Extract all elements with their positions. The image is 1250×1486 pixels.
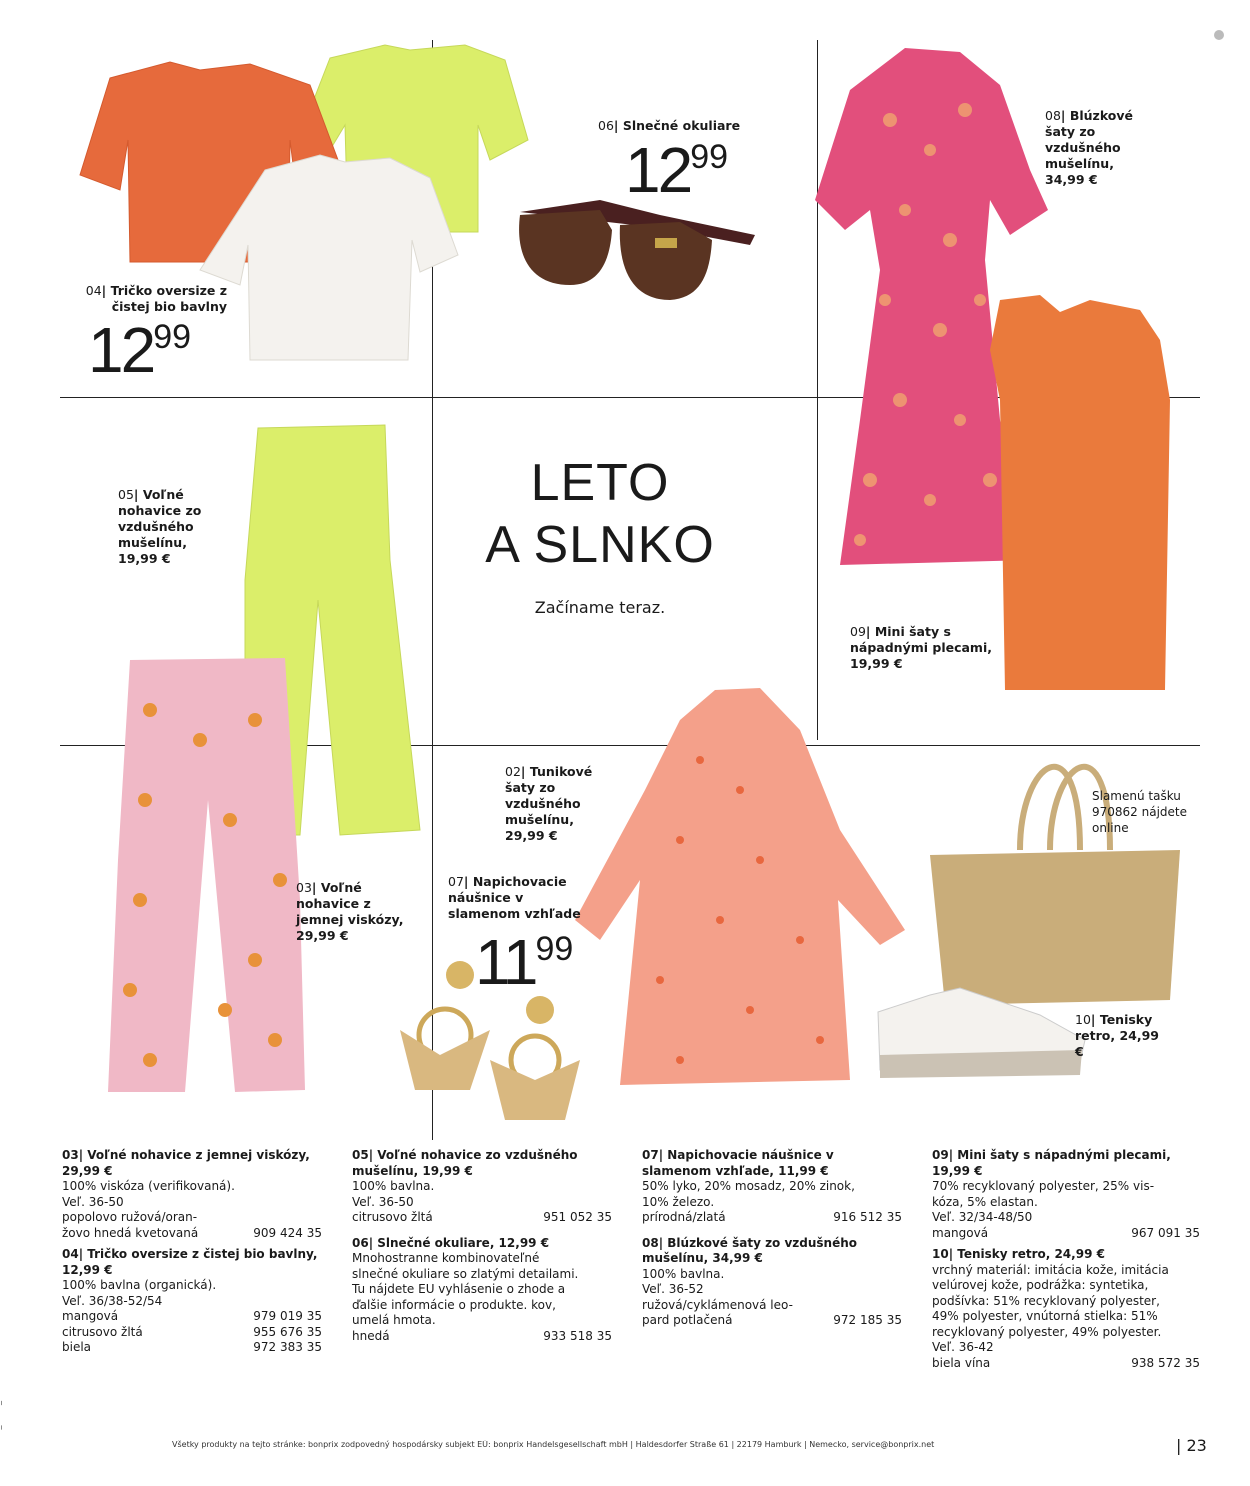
detail-06-line-5: umelá hmota. xyxy=(352,1313,436,1327)
detail-06-line-2: slnečné okuliare so zlatými detailami. xyxy=(352,1266,579,1281)
detail-03-line-2: Veľ. 36-50 xyxy=(62,1194,124,1209)
detail-06-heading: 06| Slnečné okuliare, 12,99 € xyxy=(352,1235,550,1250)
label-08-blouse-dress xyxy=(1045,108,1145,188)
detail-08-item xyxy=(642,1313,902,1329)
detail-04-line-1: 100% bavlna (organická). xyxy=(62,1278,217,1292)
label-07-text: Napichovacie náušnice v slamenom vzhľade xyxy=(448,874,581,921)
label-04-number: 04 xyxy=(85,283,102,298)
price-04 xyxy=(88,314,192,386)
detail-03-item xyxy=(62,1226,322,1242)
detail-05-line-1: 100% bavlna. xyxy=(352,1179,435,1193)
detail-04-item xyxy=(62,1309,322,1325)
item-code: 951 052 35 xyxy=(543,1210,612,1224)
price-06-cents: 99 xyxy=(690,138,729,176)
label-04-text: Tričko oversize z čistej bio bavlny xyxy=(110,283,227,314)
label-08-text: Blúzkové šaty zo vzdušného mušelínu, 34,99 € xyxy=(1045,108,1134,187)
item-code: 916 512 35 xyxy=(833,1210,902,1224)
price-07-eur: 11 xyxy=(475,926,536,998)
item-code: 967 091 35 xyxy=(1131,1225,1200,1240)
label-07-number: 07 xyxy=(448,874,464,889)
item-color: biela xyxy=(62,1340,92,1354)
details-column-4 xyxy=(932,1148,1200,1371)
page-number-bar: | xyxy=(1176,1436,1187,1455)
label-10-sneakers xyxy=(1075,1012,1165,1060)
detail-03-line-3: popolovo ružová/oran- xyxy=(62,1210,198,1224)
detail-05-item xyxy=(352,1210,612,1226)
price-04-eur: 12 xyxy=(88,314,154,386)
detail-10-line-5: recyklovaný polyester, 49% polyester. xyxy=(932,1324,1162,1339)
page-number xyxy=(1176,1436,1207,1455)
label-10-number: 10 xyxy=(1075,1012,1091,1027)
tunic-dress-image xyxy=(575,688,905,1085)
detail-09-item xyxy=(932,1226,1200,1242)
detail-08-line-2: Veľ. 36-52 xyxy=(642,1282,704,1296)
item-code: 938 572 35 xyxy=(1131,1355,1200,1370)
detail-10-line-2: velúrovej kože, podrážka: syntetika, xyxy=(932,1278,1149,1292)
item-color: pard potlačená xyxy=(642,1313,733,1327)
page-number-value: 23 xyxy=(1186,1436,1207,1455)
label-05-text: Voľné nohavice zo vzdušného mušelínu, 19,99 € xyxy=(118,487,202,566)
detail-09-line-1: 70% recyklovaný polyester, 25% vis- xyxy=(932,1179,1155,1193)
item-code: 933 518 35 xyxy=(543,1328,612,1343)
price-04-cents: 99 xyxy=(153,318,192,356)
detail-04-heading: 04| Tričko oversize z čistej bio bavlny, 12,99 € xyxy=(62,1247,318,1277)
detail-07-heading: 07| Napichovacie náušnice v slamenom vzhľade, 11,99 € xyxy=(642,1148,834,1178)
detail-06-line-3: Tu nájdete EU vyhlásenie o zhode a xyxy=(352,1282,566,1296)
detail-05-line-2: Veľ. 36-50 xyxy=(352,1194,414,1209)
label-02-sep: | xyxy=(520,764,530,779)
detail-06-line-4: ďalšie informácie o produkte. kov, xyxy=(352,1297,556,1312)
detail-04-item xyxy=(62,1340,322,1356)
item-color: hnedá xyxy=(352,1328,390,1343)
label-06-sunglasses xyxy=(598,118,740,134)
label-09-sep: | xyxy=(865,624,875,639)
detail-05-heading: 05| Voľné nohavice zo vzdušného mušelínu, 19,99 € xyxy=(352,1148,578,1178)
item-code: 955 676 35 xyxy=(253,1324,322,1339)
detail-10-item xyxy=(932,1356,1200,1372)
detail-08-heading: 08| Blúzkové šaty zo vzdušného mušelínu, 34,99 € xyxy=(642,1235,858,1265)
item-code: 979 019 35 xyxy=(253,1309,322,1323)
label-03-text: Voľné nohavice z jemnej viskózy, 29,99 € xyxy=(296,880,404,943)
item-color: citrusovo žltá xyxy=(62,1324,143,1339)
detail-03-heading: 03| Voľné nohavice z jemnej viskózy, 29,99 € xyxy=(62,1148,310,1178)
label-02-tunic-dress xyxy=(505,764,615,844)
label-09-number: 09 xyxy=(850,624,866,639)
label-06-number: 06 xyxy=(598,118,614,133)
page-title-line2: A SLNKO xyxy=(485,516,715,574)
sunglasses-image xyxy=(519,200,755,300)
detail-07-line-2: 10% železo. xyxy=(642,1194,715,1209)
label-05-lime-trousers xyxy=(118,487,228,567)
detail-09-heading: 09| Mini šaty s nápadnými plecami, 19,99 € xyxy=(932,1148,1171,1178)
item-color: prírodná/zlatá xyxy=(642,1210,726,1224)
label-05-sep: | xyxy=(133,487,143,502)
label-03-number: 03 xyxy=(296,880,312,895)
page-title-line1: LETO xyxy=(530,454,670,512)
detail-04-item xyxy=(62,1325,322,1341)
detail-09-line-3: Veľ. 32/34-48/50 xyxy=(932,1210,1033,1224)
label-10-text: Tenisky retro, 24,99 € xyxy=(1075,1012,1160,1059)
detail-08-line-1: 100% bavlna. xyxy=(642,1266,725,1281)
detail-04 xyxy=(62,1247,322,1356)
price-07-cents: 99 xyxy=(535,930,574,968)
item-code: 972 185 35 xyxy=(833,1313,902,1327)
detail-07 xyxy=(642,1148,902,1226)
detail-10-line-1: vrchný materiál: imitácia kože, imitácia xyxy=(932,1262,1169,1277)
page-subtitle: Začíname teraz. xyxy=(534,598,666,617)
detail-06 xyxy=(352,1236,612,1345)
item-color: biela vína xyxy=(932,1355,991,1370)
detail-10-heading: 10| Tenisky retro, 24,99 € xyxy=(932,1247,1105,1261)
price-06 xyxy=(625,134,729,206)
detail-10-line-4: 49% polyester, vnútorná stielka: 51% xyxy=(932,1309,1158,1323)
item-color: mangová xyxy=(62,1309,119,1323)
label-03-pink-trousers xyxy=(296,880,421,944)
item-color: mangová xyxy=(932,1225,989,1240)
detail-09 xyxy=(932,1148,1200,1241)
label-10-sep: | xyxy=(1090,1012,1100,1027)
details-column-1 xyxy=(62,1148,322,1356)
detail-06-item xyxy=(352,1329,612,1345)
detail-07-item xyxy=(642,1210,902,1226)
detail-06-line-1: Mnohostranne kombinovateľné xyxy=(352,1251,540,1265)
label-07-earrings xyxy=(448,874,598,922)
label-09-mini-dress xyxy=(850,624,995,672)
label-06-text: Slnečné okuliare xyxy=(622,118,741,133)
side-code xyxy=(0,1369,2,1439)
label-05-number: 05 xyxy=(118,487,134,502)
label-06-sep: | xyxy=(613,118,623,133)
label-04-sep: | xyxy=(101,283,111,298)
detail-08 xyxy=(642,1236,902,1329)
label-08-sep: | xyxy=(1060,108,1070,123)
bag-note: Slamenú tašku 970862 nájdete online xyxy=(1092,789,1188,835)
item-color: citrusovo žltá xyxy=(352,1210,433,1224)
item-code: 972 383 35 xyxy=(253,1340,322,1354)
page-title xyxy=(470,452,730,576)
detail-07-line-1: 50% lyko, 20% mosadz, 20% zinok, xyxy=(642,1179,855,1193)
item-code: 909 424 35 xyxy=(253,1225,322,1240)
detail-10 xyxy=(932,1247,1200,1371)
label-07-sep: | xyxy=(463,874,473,889)
orange-mini-dress-image xyxy=(990,295,1170,690)
detail-05 xyxy=(352,1148,612,1226)
label-03-sep: | xyxy=(311,880,321,895)
label-02-number: 02 xyxy=(505,764,521,779)
detail-09-line-2: kóza, 5% elastan. xyxy=(932,1194,1038,1209)
details-column-3 xyxy=(642,1148,902,1329)
detail-03 xyxy=(62,1148,322,1241)
footer-legal-text: Všetky produkty na tejto stránke: bonprix zodpovedný hospodársky subjekt EÚ: bonprix Handelsgesellschaft mbH | Haldesdorfer Straße 61 | 22179 Hamburk | Nemecko, service@bonprix.net xyxy=(172,1440,935,1449)
price-07 xyxy=(475,926,574,998)
label-04-tshirt xyxy=(62,283,227,315)
label-02-text: Tunikové šaty zo vzdušného mušelínu, 29,99 € xyxy=(505,764,593,843)
detail-10-line-6: Veľ. 36-42 xyxy=(932,1340,994,1354)
item-color: žovo hnedá kvetovaná xyxy=(62,1225,199,1240)
detail-04-line-2: Veľ. 36/38-52/54 xyxy=(62,1293,163,1308)
label-08-number: 08 xyxy=(1045,108,1061,123)
price-06-eur: 12 xyxy=(625,134,691,206)
detail-03-line-1: 100% viskóza (verifikovaná). xyxy=(62,1179,235,1193)
detail-08-line-3: ružová/cyklámenová leo- xyxy=(642,1297,793,1312)
details-column-2 xyxy=(352,1148,612,1344)
label-09-text: Mini šaty s nápadnými plecami, 19,99 € xyxy=(850,624,992,671)
detail-10-line-3: podšívka: 51% recyklovaný polyester, xyxy=(932,1293,1160,1308)
